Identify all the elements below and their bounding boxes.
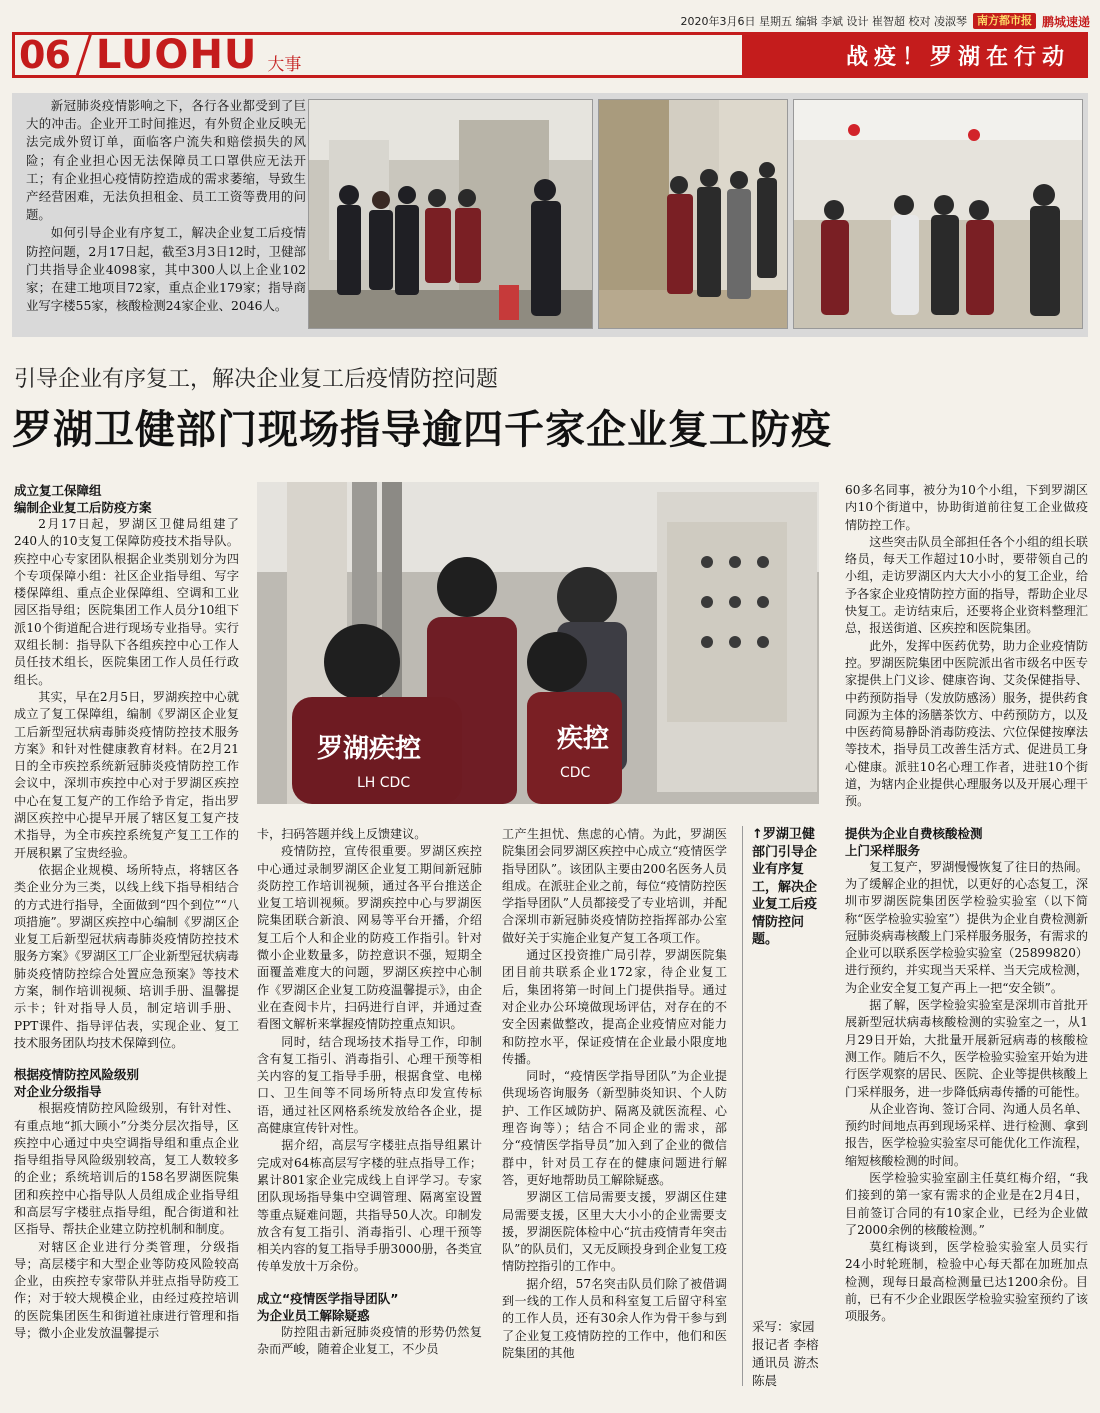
article-column-3 — [502, 826, 727, 1362]
paragraph: 复工复产，罗湖慢慢恢复了往日的热闹。为了缓解企业的担忧，以更好的心态复工，深圳市罗湖医院集团医学检验实验室（以下简称“医学检验实验室”）提供为企业自费检测新冠肺炎病毒核酸上门采样服务服务，有需求的企业可以联系医学检验实验室（25899820）进行预约，并实现当天采样、当天完成检测，为企业安全复工复产再上一把“安全锁”。 — [845, 859, 1088, 995]
paragraph: 依据企业规模、场所特点，将辖区各类企业分为三类，以线上线下指导相结合的方式进行指导，全面做到“四个到位”“八项措施”。罗湖区疾控中心编制《罗湖区企业复工后新型冠状病毒肺炎疫情防控技术服务方案》《罗湖区工厂企业新型冠状病毒肺炎疫情防控综合处置应急预案》等技术方案，制作培训视频、培训手册、温馨提示卡；针对指导人员，制定培训手册、PPT课件、指导评估表，实现企业、复工技术服务团队均技术保障到位。 — [14, 862, 239, 1050]
paragraph: 此外，发挥中医药优势，助力企业疫情防控。罗湖医院集团中医院派出省市级名中医专家提供上门义诊、健康咨询、艾灸保健指导、中药预防指导（发放防感汤）服务，提供药食同源为主体的汤膳茶饮方、中药预防方，以及中医药简易静卧消毒防疫法、穴位保健按摩法等技术，指导员工改善生活方式、促进员工身心健康。派驻10名心理工作者，进驻10个街道，为辖内企业提供心理服务以及开展心理干预。 — [845, 638, 1088, 809]
masthead-meta — [640, 12, 1090, 30]
photo-reception-check — [793, 99, 1083, 329]
subhead: 成立复工保障组 — [14, 483, 102, 498]
paragraph: 60多名同事，被分为10个小组，下到罗湖区内10个街道中，协助街道前往复工企业做疫情防控工作。 — [845, 483, 1088, 532]
paragraph: 卡，扫码答题并线上反馈建议。 — [257, 827, 427, 841]
paragraph: 通过区投资推广局引荐，罗湖医院集团目前共联系企业172家，待企业复工后，集团将第一时间上门提供指导。通过对企业办公环境做现场评估，对存在的不安全因素做整改，提高企业疫情应对能力和防控水平，保证疫情在企业最小限度地传播。 — [502, 948, 727, 1066]
paragraph: 同时，结合现场技术指导工作，印制含有复工指引、消毒指引、心理干预等相关内容的复工指导手册，根据食堂、电梯口、卫生间等不同场所特点印发宣传标语，通过社区网格系统发放给各企业，提高健康宣传针对性。 — [257, 1034, 482, 1136]
intro-paragraph: 如何引导企业有序复工，解决企业复工后疫情防控问题，2月17日起，截至3月3日12时，卫健部门共指导企业4098家，其中300人以上企业102家；在建工地项目72家，重点企业179家；指导商业写字楼55家，核酸检测24家企业、2046人。 — [26, 225, 306, 314]
section-name: LUOHU — [95, 32, 258, 78]
paragraph: 据了解，医学检验实验室是深圳市首批开展新型冠状病毒核酸检测的实验室之一，从1月29日开始，大批量开展新冠病毒的核酸检测工作。随后不久，医学检验实验室开始为进行医学观察的居民、医院、企业等提供核酸上门采样服务，进一步降低病毒传播的可能性。 — [845, 998, 1088, 1099]
subhead: 上门采样服务 — [845, 842, 921, 858]
paragraph: 莫红梅谈到，医学检验实验室人员实行24小时轮班制，检验中心每天都在加班加点检测，现每日最高检测量已达1200余份。目前，已有不少企业跟医学检验实验室预约了该项服务。 — [845, 1240, 1088, 1324]
paragraph: 医学检验实验室副主任莫红梅介绍，“我们接到的第一家有需求的企业是在2月4日，目前签订合同的有10家企业，已经为企业做了2000余例的核酸检测。” — [845, 1170, 1088, 1237]
photo-corridor-visit-image — [599, 100, 788, 329]
paragraph: 据介绍，高层写字楼驻点指导组累计完成对64栋高层写字楼的驻点指导工作；累计801家企业完成线上自评学习。专家团队现场指导集中空调管理、隔离室设置等重点疑难问题，共指导50人次。印制发放含有复工指引、消毒指引、心理干预等相关内容的复工指导手册3000册，各类宣传单发放十万余份。 — [257, 1138, 482, 1274]
supplement-logo: 鹏城速递 — [1041, 14, 1090, 29]
main-headline: 罗湖卫健部门现场指导逾四千家企业复工防疫 — [12, 407, 832, 453]
subhead: 编制企业复工后防疫方案 — [14, 500, 152, 515]
article-column-4 — [845, 482, 1088, 1326]
main-photo — [257, 482, 819, 804]
photo-corridor-visit — [598, 99, 788, 329]
banner-left — [12, 32, 742, 78]
intro-paragraph: 新冠肺炎疫情影响之下，各行各业都受到了巨大的冲击。企业开工时间推迟，有外贸企业反映无法完成外贸订单，面临客户流失和赔偿损失的风险；有企业担心因无法保障员工口罩供应无法开工；有企业担心疫情防控造成的需求萎缩，导致生产经营困难，无法负担租金、员工工资等费用的问题。 — [26, 98, 306, 223]
subhead: 为企业员工解除疑惑 — [257, 1307, 370, 1323]
article-column-2 — [257, 826, 482, 1358]
paragraph: 其实，早在2月5日，罗湖疾控中心就成立了复工保障组，编制《罗湖区企业复工后新型冠状病毒肺炎疫情防控技术服务方案》和针对性健康教育材料。在2月21日的全市疾控系统新冠肺炎疫情防控工作会议中，深圳市疾控中心对于罗湖区疾控中心在复工复产的工作给予肯定，指出罗湖区疾控中心提早开展了辖区复工复产技术指导，为全市疾控系统复产复工工作的开展积累了宝贵经验。 — [14, 689, 239, 860]
paragraph: 2月17日起，罗湖区卫健局组建了240人的10支复工保障防疫技术指导队。疾控中心专家团队根据企业类别划分为四个专项保障小组：社区企业指导组、写字楼保障组、重点企业保障组、空调和工业园区指导组；医院集团工作人员分10组下派10个街道配合进行现场专业指导。实行双组长制：指导队下各组疾控中心工作人员任技术组长，医院集团工作人员任行政组长。 — [14, 517, 239, 687]
subhead: 提供为企业自费核酸检测 — [845, 825, 983, 841]
intro-box — [12, 93, 1088, 337]
paragraph: 这些突击队员全部担任各个小组的组长联络员，每天工作超过10小时，要带领自己的小组，走访罗湖区内大大小小的复工企业，给予各家企业疫情防控方面的指导，帮助企业尽快复工。走访结束后，还要将企业资料整理汇总，报送街道、区疾控和医院集团。 — [845, 534, 1088, 636]
intro-text — [26, 97, 306, 315]
kicker-headline: 引导企业有序复工，解决企业复工后疫情防控问题 — [14, 367, 499, 392]
subhead: 成立“疫情医学指导团队” — [257, 1290, 399, 1306]
photo-reception-check-image — [794, 100, 1083, 329]
column-rule — [742, 826, 743, 1386]
subsection-name: 大事 — [267, 54, 302, 75]
vest-cdc-left: LH CDC — [357, 775, 411, 791]
paragraph: 防控阻击新冠肺炎疫情的形势仍然复杂而严峻，随着企业复工，不少员 — [257, 1324, 482, 1357]
paragraph: 据介绍，57名突击队员们除了被借调到一线的工作人员和科室复工后留守科室的工作人员，还有30余人作为骨干参与到了企业复工疫情防控的工作中，他们和医院集团的其他 — [502, 1276, 727, 1360]
paragraph: 罗湖区工信局需要支援，罗湖区住建局需要支援，区里大大小小的企业需要支援，罗湖医院体检中心“抗击疫情青年突击队”的队员们，又无反顾投身到企业复工疫情防控指引的工作中。 — [502, 1190, 727, 1274]
slash-divider — [74, 35, 92, 75]
paragraph: 工产生担忧、焦虑的心情。为此，罗湖医院集团会同罗湖区疾控中心成立“疫情医学指导团队”。该团队主要由200名医务人员组成。在派驻企业之前，每位“疫情防控医学指导团队”人员都接受了专业培训，并配合深圳市新冠肺炎疫情防控指挥部办公室做好关于实施企业复产复工各项工作。 — [502, 827, 727, 945]
photo-office-inspection — [308, 99, 593, 329]
issue-info: 2020年3月6日 星期五 编辑 李斌 设计 崔智超 校对 凌淑琴 — [680, 15, 967, 28]
section-banner — [12, 32, 1088, 78]
page-number: 06 — [19, 33, 70, 77]
main-photo-image — [257, 482, 819, 804]
byline: 采写：家园报记者 李榕 通讯员 游杰 陈晨 — [752, 1319, 819, 1388]
paragraph: 同时，“疫情医学指导团队”为企业提供现场咨询服务（新型肺炎知识、个人防护、工作区域防护、隔离及就医流程、心理咨询等）；结合不同企业的需求，部分“疫情医学指导员”加入到了企业的微信群中，针对员工存在的健康问题进行解答，更好地帮助员工解除疑惑。 — [502, 1069, 727, 1187]
subhead: 对企业分级指导 — [14, 1084, 102, 1100]
newspaper-logo: 南方都市报 — [973, 13, 1036, 29]
paragraph: 根据疫情防控风险级别，有针对性、有重点地“抓大顾小”分类分层次指导，区疾控中心通过中央空调指导组和重点企业指导组指导风险级别较高，复工人数较多的企业；系统培训后的158名罗湖医院集团和疾控中心指导队人员组成企业指导组和高层写字楼驻点指导组，配合街道和社区指导、帮扶企业建立防控机制和制度。 — [14, 1101, 239, 1237]
paragraph: 从企业咨询、签订合同、沟通人员名单、预约时间地点再到现场采样、进行检测、拿到报告，医学检验实验室尽可能优化工作流程，缩短核酸检测的时间。 — [845, 1101, 1088, 1168]
paragraph: 疫情防控，宣传很重要。罗湖区疾控中心通过录制罗湖区企业复工期间新冠肺炎防控工作培训视频，通过各平台推送企业复工培训视频。罗湖疾控中心与罗湖医院集团联合新浪、网易等平台开播，介绍复工后个人和企业的防疫工作指引。针对微小企业数量多，防控意识不强，短期全面覆盖难度大的问题，罗湖区疾控中心制作《罗湖区企业复工防疫温馨提示》，由企业在查阅卡片，扫码进行自评，并通过查看图文解析来掌握疫情防控重点知识。 — [257, 844, 482, 1032]
slogan: 战疫！罗湖在行动 — [845, 44, 1070, 70]
slogan-bar — [742, 32, 1088, 78]
article-column-1 — [14, 482, 239, 1342]
photo-caption: ↑罗湖卫健部门引导企业有序复工，解决企业复工后疫情防控问题。 — [752, 827, 818, 947]
vest-text-left: 罗湖疾控 — [317, 734, 422, 764]
vest-cdc-right: CDC — [560, 765, 591, 781]
subhead: 根据疫情防控风险级别 — [14, 1067, 140, 1083]
vest-text-right: 疾控 — [557, 724, 610, 754]
paragraph: 对辖区企业进行分类管理，分级指导；高层楼宇和大型企业等防疫风险较高企业，由疾控专家带队并驻点指导防疫工作；对于较大规模企业，由经过疫控培训的医院集团医生和街道社康进行管理和指导；微小企业发放温馨提示 — [14, 1239, 239, 1341]
photo-office-inspection-image — [309, 100, 593, 329]
